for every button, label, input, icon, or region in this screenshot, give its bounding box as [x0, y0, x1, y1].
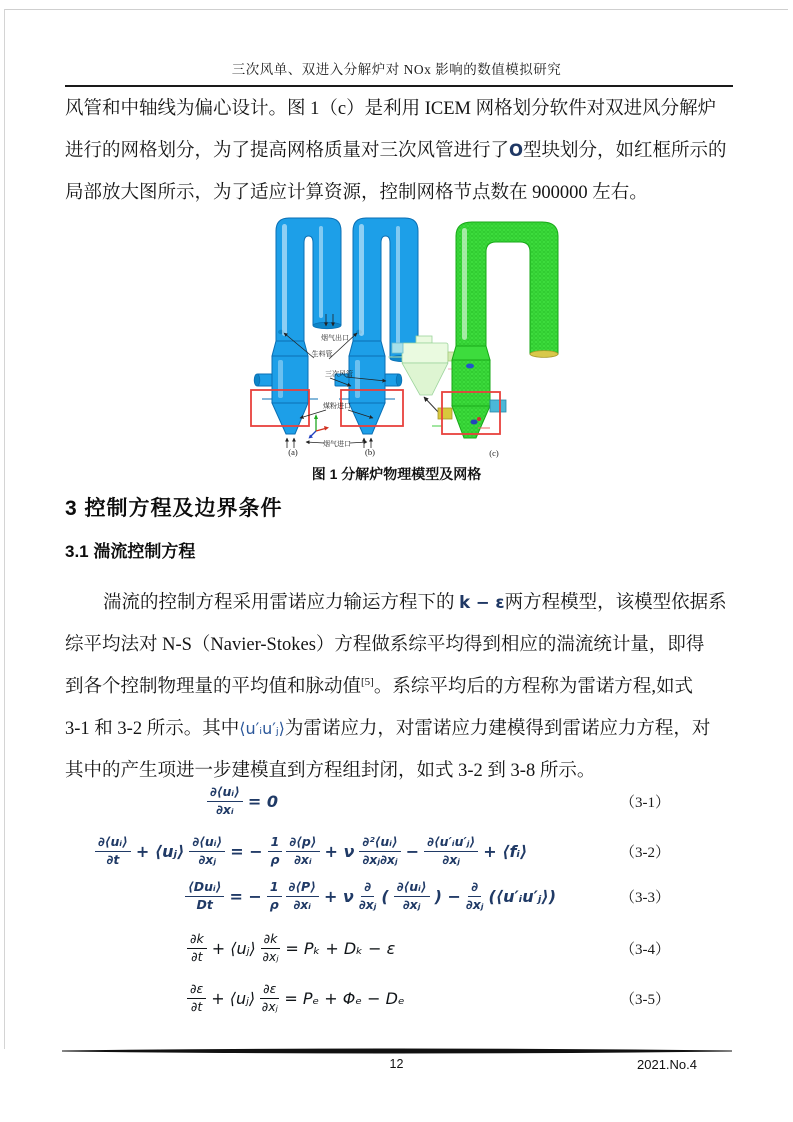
body-paragraph-2 — [65, 582, 733, 792]
panel-tag-b: (b) — [365, 447, 375, 457]
journal-issue: 2021.No.4 — [637, 1057, 697, 1072]
coordinate-axes-icon — [309, 414, 330, 439]
section-heading: 3 控制方程及边界条件 — [65, 497, 283, 520]
label-flue-gas-outlet: 烟气出口 — [321, 335, 349, 342]
furnace-model-a — [254, 218, 341, 434]
furnace-model-c-mesh — [432, 222, 558, 438]
equation-formula: $\frac{\partial k}{\partial t}$ + ⟨uⱼ⟩ $\frac{\partial k}{\text{∂xⱼ}}$ = Pₖ + Dₖ − ε — [65, 932, 398, 964]
equation-3-1 — [65, 778, 733, 824]
equation-number: （3-3） — [620, 889, 670, 906]
paragraph-text: 其中的产生项进一步建模直到方程组封闭，如式 3-2 到 3-8 所示。 — [65, 761, 596, 781]
figure-1 — [226, 214, 568, 464]
running-header-title: 三次风单、双进入分解炉对 NOx 影响的数值模拟研究 — [231, 62, 562, 77]
equation-3-4 — [65, 925, 733, 971]
equation-3-3 — [65, 873, 733, 919]
furnace-models-illustration — [226, 214, 568, 464]
body-paragraph-1 — [65, 88, 733, 214]
paragraph-line — [65, 708, 733, 750]
equation-formula: $\frac{\partial\varepsilon}{\partial t}$ + ⟨uⱼ⟩ $\frac{\partial\varepsilon}{\text{∂xⱼ}}$ = Pₑ + Φₑ − Dₑ — [65, 982, 408, 1014]
panel-tag-a: (a) — [288, 447, 298, 457]
equation-3-5 — [65, 975, 733, 1021]
paragraph-line — [65, 582, 733, 624]
inline-math: O — [509, 141, 524, 160]
figure-caption: 图 1 分解炉物理模型及网格 — [311, 466, 482, 482]
paragraph-text: 进行的网格划分，为了提高网格质量对三次风管进行了 — [65, 141, 510, 161]
footer-rule — [62, 1047, 732, 1057]
paragraph-text: 型块划分，如红框所示的 — [523, 141, 727, 161]
equation-formula: $\frac{\text{∂⟨uᵢ⟩}}{\partial t}$ + ⟨uⱼ⟩ $\frac{\text{∂⟨uᵢ⟩}}{\text{∂xⱼ}}$ = − $\frac{1}{\rho}$ $\frac{\partial⟨p⟩}{\text{∂xᵢ}}$ + ν $\frac{\text{∂²⟨uᵢ⟩}}{\text{∂xⱼ∂xⱼ}}$ − $\frac{\text{∂⟨u′ᵢu′ⱼ⟩}}{\text{∂xⱼ}}$ + ⟨fᵢ⟩ — [65, 835, 530, 867]
paragraph-text: 风管和中轴线为偏心设计。图 1（c）是利用 ICEM 网格划分软件对双进风分解炉 — [65, 99, 717, 119]
label-flue-gas-inlet: 烟气进口 — [323, 441, 351, 448]
paragraph-line — [65, 624, 733, 666]
paragraph-line — [65, 130, 733, 172]
label-raw-meal-pipe: 生料管 — [311, 351, 333, 358]
header-rule — [65, 85, 733, 87]
equation-formula: $\frac{\text{∂⟨uᵢ⟩}}{\text{∂xᵢ}}$ = 0 — [65, 785, 281, 817]
paragraph-line — [65, 172, 733, 214]
paragraph-text: 为雷诺应力，对雷诺应力建模得到雷诺应力方程，对 — [284, 719, 711, 739]
equation-3-2 — [65, 828, 733, 874]
paragraph-text: 综平均法对 N-S（Navier-Stokes）方程做系综平均得到相应的湍流统计量，即得 — [65, 635, 705, 655]
equation-number: （3-4） — [620, 941, 670, 958]
paragraph-line — [65, 88, 733, 130]
label-tertiary-air-pipe: 三次风管 — [325, 371, 353, 378]
scan-border-left — [4, 9, 5, 1049]
equation-number: （3-2） — [620, 844, 670, 861]
furnace-model-b — [335, 218, 418, 434]
paragraph-text: 两方程模型，该模型依据系 — [504, 593, 727, 613]
inline-math-reynolds-stress: ⟨u′ᵢu′ⱼ⟩ — [239, 719, 285, 738]
panel-tag-c: (c) — [489, 448, 499, 458]
page-number: 12 — [389, 1057, 404, 1071]
scan-border-top — [5, 9, 788, 10]
paragraph-text: 湍流的控制方程采用雷诺应力输运方程下的 — [103, 593, 460, 613]
equation-number: （3-5） — [620, 991, 670, 1008]
equation-number: （3-1） — [620, 794, 670, 811]
equation-formula: $\frac{\text{⟨Duᵢ⟩}}{Dt}$ = − $\frac{1}{\rho}$ $\frac{\partial⟨P⟩}{\text{∂xᵢ}}$ + ν $\frac{\partial}{\text{∂xⱼ}}$ ( $\frac{\text{∂⟨uᵢ⟩}}{\text{∂xⱼ}}$ ) − $\frac{\partial}{\text{∂xⱼ}}$ (⟨u′ᵢu′ⱼ⟩) — [65, 880, 559, 912]
paragraph-line — [65, 666, 733, 708]
paragraph-text: 3-1 和 3-2 所示。其中 — [65, 719, 240, 739]
label-coal-inlet: 煤粉进口 — [323, 403, 351, 410]
paragraph-text: 局部放大图所示，为了适应计算资源，控制网格节点数在 900000 左右。 — [65, 183, 648, 203]
equation-block — [65, 778, 733, 1023]
subsection-heading: 3.1 湍流控制方程 — [65, 542, 196, 561]
citation-marker: [5] — [361, 675, 374, 688]
inline-math-k-epsilon: k − ε — [459, 593, 505, 612]
paragraph-text: 到各个控制物理量的平均值和脉动值 — [65, 677, 362, 697]
paragraph-text: 。系综平均后的方程称为雷诺方程,如式 — [373, 677, 693, 697]
